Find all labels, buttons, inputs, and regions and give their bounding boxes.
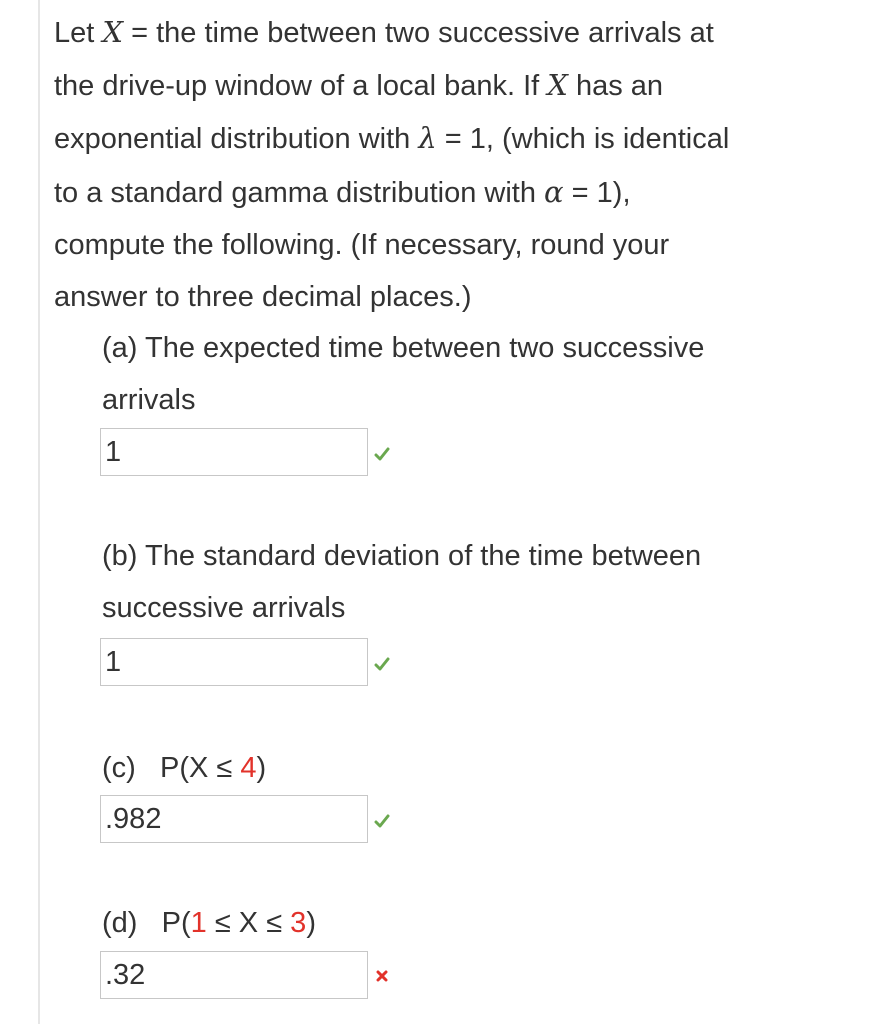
check-icon — [374, 446, 390, 462]
check-icon — [374, 656, 390, 672]
question-d-text: (d) P(1 ≤ X ≤ 3) — [102, 907, 316, 939]
answer-input-d[interactable] — [101, 952, 367, 998]
lambda-symbol: λ — [418, 121, 437, 156]
answer-input-a[interactable] — [101, 429, 367, 475]
left-border-line — [38, 0, 40, 1024]
answer-input-c[interactable] — [101, 796, 367, 842]
x-icon — [375, 969, 389, 983]
answer-box-a[interactable] — [100, 428, 368, 476]
answer-box-c[interactable] — [100, 795, 368, 843]
question-c-text: (c) P(X ≤ 4) — [102, 752, 267, 784]
problem-statement — [54, 6, 854, 323]
probability-expression-c: P(X ≤ 4) — [160, 752, 267, 784]
alpha-symbol: α — [544, 174, 564, 209]
intro-line-4: to a standard gamma distribution with α = 1), — [54, 174, 631, 209]
intro-line-5: compute the following. (If necessary, round your — [54, 228, 670, 261]
answer-box-b[interactable] — [100, 638, 368, 686]
answer-box-d[interactable] — [100, 951, 368, 999]
question-b-text: (b) The standard deviation of the time between successive arrivals — [102, 540, 702, 624]
intro-line-2: the drive-up window of a local bank. If X has an — [54, 68, 664, 103]
intro-line-3: exponential distribution with λ = 1, (which is identical — [54, 121, 730, 156]
probability-expression-d: P(1 ≤ X ≤ 3) — [161, 907, 316, 939]
check-icon — [374, 813, 390, 829]
intro-line-6: answer to three decimal places.) — [54, 281, 472, 314]
answer-input-b[interactable] — [101, 639, 367, 685]
intro-line-1: Let X = the time between two successive arrivals at — [54, 15, 714, 49]
question-a-text: (a) The expected time between two successive arrivals — [102, 332, 705, 416]
